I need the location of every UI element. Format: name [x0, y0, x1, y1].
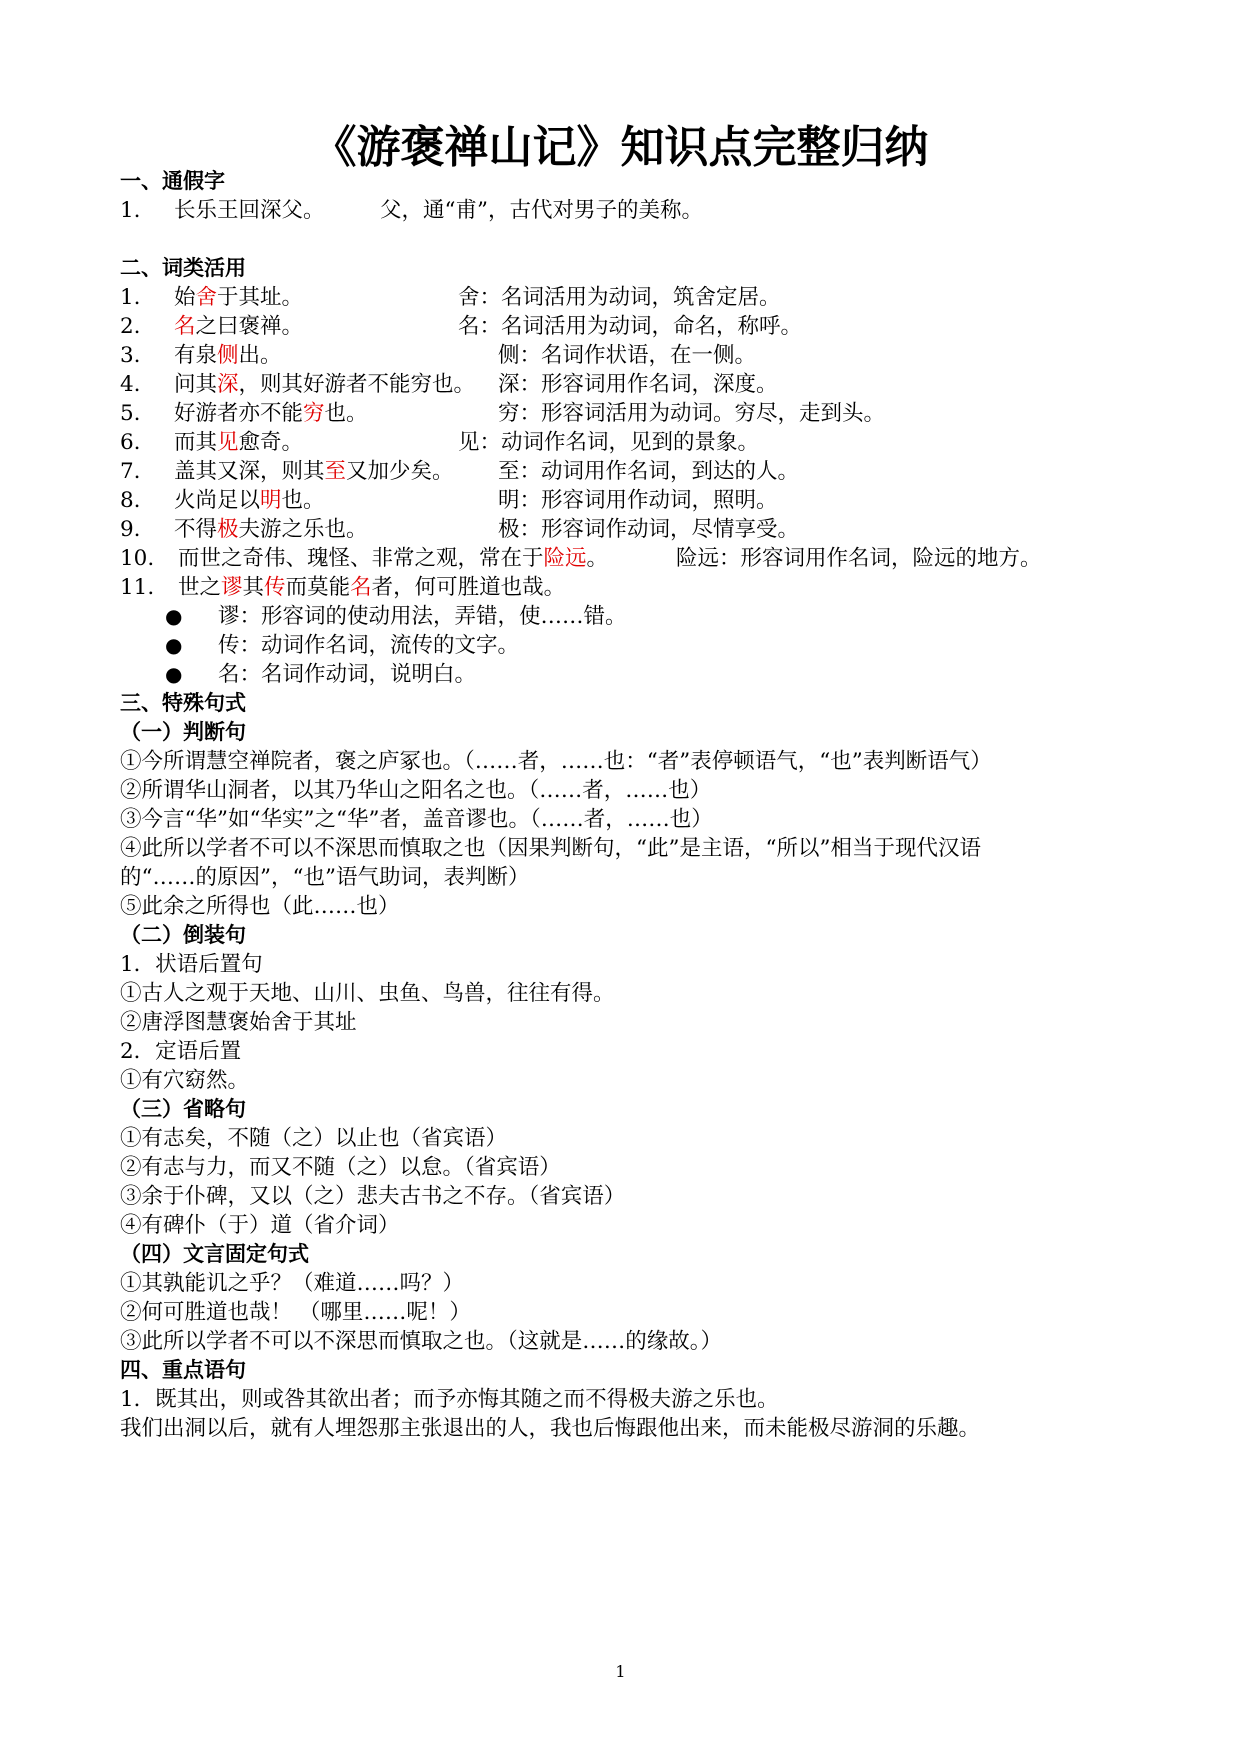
text-line: ①有穴窈然。	[120, 1068, 250, 1093]
highlighted-word: 侧	[217, 343, 239, 368]
section-heading-zhongdianyuju: 四、重点语句	[120, 1358, 246, 1382]
subsection-heading-shenglueju: （三）省略句	[120, 1097, 246, 1121]
bullet-text: 名：名词作动词，说明白。	[218, 662, 477, 687]
item-sentence: 世之谬其传而莫能名者，何可胜道也哉。	[178, 575, 566, 600]
highlighted-word: 深	[217, 372, 239, 397]
highlighted-word: 名	[174, 314, 196, 339]
item-explanation: 见：动词作名词，见到的景象。	[458, 430, 760, 455]
text-line: ④此所以学者不可以不深思而慎取之也（因果判断句，“此”是主语，“所以”相当于现代汉语	[120, 836, 981, 861]
text-line: ②所谓华山洞者，以其乃华山之阳名之也。（……者，……也）	[120, 778, 712, 803]
item-sentence: 而其见愈奇。	[174, 430, 304, 455]
text-line: ②何可胜道也哉！ （哪里……呢！）	[120, 1300, 471, 1325]
text-line: ⑤此余之所得也（此……也）	[120, 894, 400, 919]
highlighted-word: 穷	[303, 401, 325, 426]
item-number: 8.	[120, 488, 141, 513]
bullet-text: 谬：形容词的使动用法，弄错，使……错。	[218, 604, 627, 629]
item-number: 4.	[120, 372, 141, 397]
item-number: 2.	[120, 314, 141, 339]
item-sentence: 始舍于其址。	[174, 285, 304, 310]
text-line: 的“……的原因”，“也”语气助词，表判断）	[120, 865, 530, 890]
text-line: ③此所以学者不可以不深思而慎取之也。（这就是……的缘故。）	[120, 1329, 723, 1354]
subsection-heading-panduanju: （一）判断句	[120, 720, 246, 744]
text-line: ①古人之观于天地、山川、虫鱼、鸟兽，往往有得。	[120, 981, 615, 1006]
highlighted-word: 舍	[195, 285, 218, 310]
item-number: 1.	[120, 198, 141, 223]
highlighted-word: 传	[264, 575, 286, 600]
text-line: 1．状语后置句	[120, 952, 263, 977]
text-line: ②有志与力，而又不随（之）以怠。（省宾语）	[120, 1155, 561, 1180]
text-line: ①有志矣，不随（之）以止也（省宾语）	[120, 1126, 508, 1151]
text-line: ①其孰能讥之乎？（难道……吗？）	[120, 1271, 465, 1296]
item-number: 6.	[120, 430, 141, 455]
bullet-icon: ●	[165, 604, 183, 628]
highlighted-word: 谬	[221, 575, 243, 600]
text-line: 我们出洞以后，就有人埋怨那主张退出的人，我也后悔跟他出来，而未能极尽游洞的乐趣。	[120, 1416, 981, 1441]
item-sentence: 有泉侧出。	[174, 343, 282, 368]
item-sentence: 而世之奇伟、瑰怪、非常之观，常在于险远。	[178, 546, 609, 571]
text-line: 1．既其出，则或咎其欲出者；而予亦悔其随之而不得极夫游之乐也。	[120, 1387, 779, 1412]
text-line: ④有碑仆（于）道（省介词）	[120, 1213, 400, 1238]
highlighted-word: 明	[260, 488, 282, 513]
item-sentence: 名之曰褒禅。	[174, 314, 304, 339]
text-line: 2．定语后置	[120, 1039, 242, 1064]
item-explanation: 明：形容词用作动词，照明。	[498, 488, 778, 513]
highlighted-word: 至	[324, 459, 347, 484]
page-number: 1	[615, 1662, 626, 1681]
item-explanation: 侧：名词作状语，在一侧。	[498, 343, 757, 368]
item-number: 3.	[120, 343, 141, 368]
highlighted-word: 极	[217, 517, 239, 542]
item-number: 5.	[120, 401, 141, 426]
item-explanation: 舍：名词活用为动词，筑舍定居。	[458, 285, 781, 310]
item-number: 7.	[120, 459, 141, 484]
item-number: 11.	[120, 575, 155, 600]
item-sentence: 长乐王回深父。	[174, 198, 325, 223]
item-sentence: 问其深，则其好游者不能穷也。	[174, 372, 476, 397]
text-line: ②唐浮图慧褒始舍于其址	[120, 1010, 357, 1035]
item-explanation: 名：名词活用为动词，命名，称呼。	[458, 314, 803, 339]
text-line: ③余于仆碑，又以（之）悲夫古书之不存。（省宾语）	[120, 1184, 626, 1209]
item-sentence: 不得极夫游之乐也。	[174, 517, 368, 542]
item-explanation: 险远：形容词用作名词，险远的地方。	[676, 546, 1042, 571]
section-heading-tongjiazi: 一、通假字	[120, 169, 225, 193]
section-heading-cileihuoyong: 二、词类活用	[120, 256, 246, 280]
highlighted-word: 名	[350, 575, 372, 600]
item-sentence: 盖其又深，则其至又加少矣。	[174, 459, 454, 484]
bullet-icon: ●	[165, 662, 183, 686]
highlighted-word: 险远	[543, 546, 587, 571]
item-explanation: 极：形容词作动词，尽情享受。	[498, 517, 800, 542]
item-number: 1.	[120, 285, 141, 310]
item-explanation: 至：动词用作名词，到达的人。	[498, 459, 800, 484]
item-explanation: 穷：形容词活用为动词。穷尽，走到头。	[498, 401, 886, 426]
section-heading-teshujushi: 三、特殊句式	[120, 691, 246, 715]
item-sentence: 火尚足以明也。	[174, 488, 325, 513]
subsection-heading-daozhuangju: （二）倒装句	[120, 923, 246, 947]
item-explanation: 深：形容词用作名词，深度。	[498, 372, 778, 397]
page-title: 《游褒禅山记》知识点完整归纳	[312, 122, 929, 173]
item-number: 10.	[120, 546, 155, 571]
bullet-text: 传：动词作名词，流传的文字。	[218, 633, 520, 658]
highlighted-word: 见	[217, 430, 239, 455]
item-number: 9.	[120, 517, 141, 542]
item-sentence: 好游者亦不能穷也。	[174, 401, 368, 426]
text-line: ①今所谓慧空禅院者，褒之庐冢也。（……者，……也：“者”表停顿语气，“也”表判断语气）	[120, 749, 992, 774]
bullet-icon: ●	[165, 633, 183, 657]
text-line: ③今言“华”如“华实”之“华”者，盖音谬也。（……者，……也）	[120, 807, 713, 832]
item-explanation: 父，通“甫”，古代对男子的美称。	[380, 198, 703, 223]
subsection-heading-gudingjushi: （四）文言固定句式	[120, 1242, 309, 1266]
list-item	[0, 194, 1241, 227]
